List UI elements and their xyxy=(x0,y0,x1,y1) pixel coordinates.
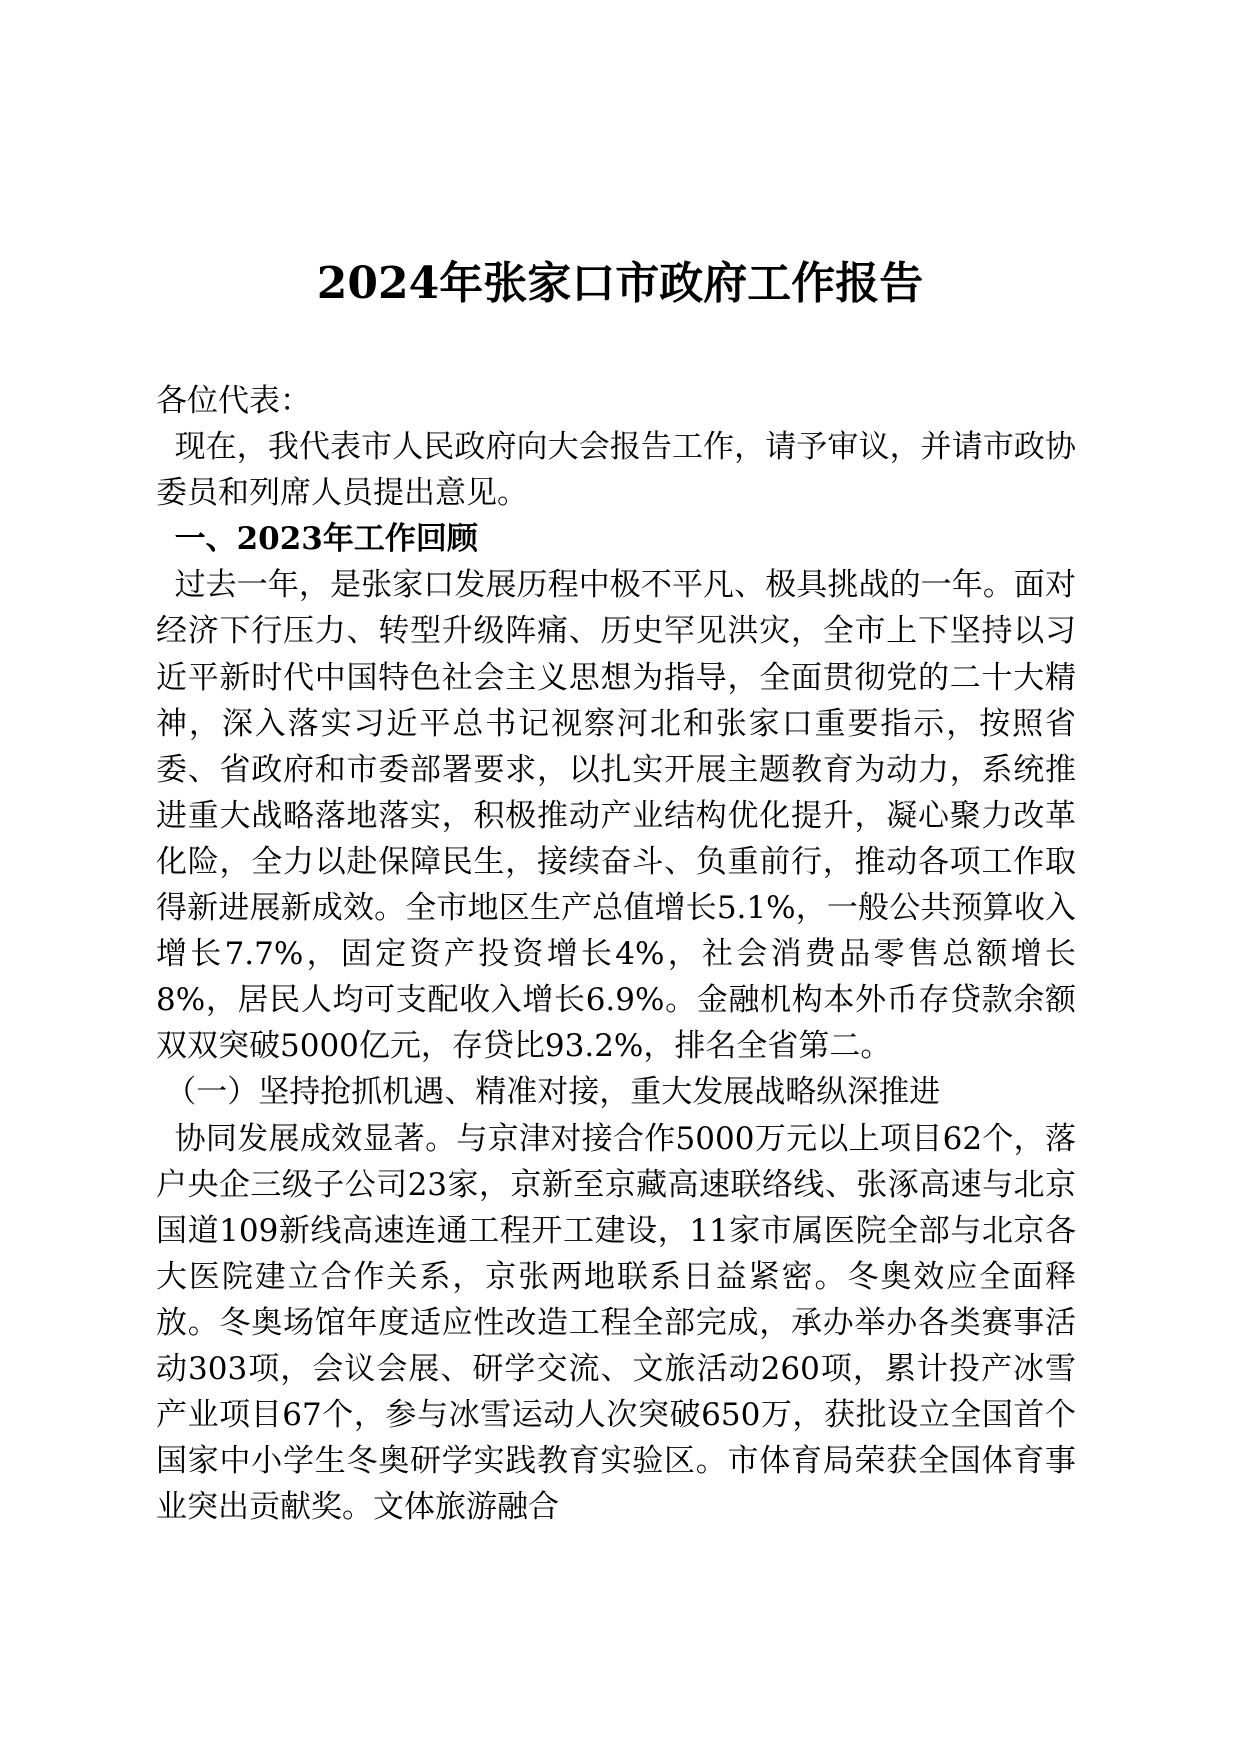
document-body xyxy=(156,378,1076,1530)
salutation: 各位代表： xyxy=(156,383,311,419)
document-title: 2024年张家口市政府工作报告 xyxy=(316,258,924,309)
section-paragraph: 过去一年，是张家口发展历程中极不平凡、极具挑战的一年。面对经济下行压力、转型升级阵痛、历史罕见洪灾，全市上下坚持以习近平新时代中国特色社会主义思想为指导，全面贯彻党的二十大精神，深入落实习近平总书记视察河北和张家口重要指示，按照省委、省政府和市委部署要求，以扎实开展主题教育为动力，系统推进重大战略落地落实，积极推动产业结构优化提升，凝心聚力改革化险，全力以赴保障民生，接续奋斗、负重前行，推动各项工作取得新进展新成效。全市地区生产总值增长5.1%，一般公共预算收入增长7.7%，固定资产投资增长4%，社会消费品零售总额增长8%，居民人均可支配收入增长6.9%。金融机构本外币存贷款余额双双突破5000亿元，存贷比93.2%，排名全省第二。 xyxy=(156,567,1076,1065)
intro-paragraph: 现在，我代表市人民政府向大会报告工作，请予审议，并请市政协委员和列席人员提出意见。 xyxy=(156,429,1076,512)
subsection-heading: （一）坚持抢抓机遇、精准对接，重大发展战略纵深推进 xyxy=(165,1074,941,1111)
section-heading: 一、2023年工作回顾 xyxy=(174,521,478,558)
subsection-paragraph: 协同发展成效显著。与京津对接合作5000万元以上项目62个，落户央企三级子公司23家，京新至京藏高速联络线、张涿高速与北京国道109新线高速连通工程开工建设，11家市属医院全部与北京各大医院建立合作关系，京张两地联系日益紧密。冬奥效应全面释放。冬奥场馆年度适应性改造工程全部完成，承办举办各类赛事活动303项，会议会展、研学交流、文旅活动260项，累计投产冰雪产业项目67个，参与冰雪运动人次突破650万，获批设立全国首个国家中小学生冬奥研学实践教育实验区。市体育局荣获全国体育事业突出贡献奖。文体旅游融合 xyxy=(156,1120,1076,1526)
